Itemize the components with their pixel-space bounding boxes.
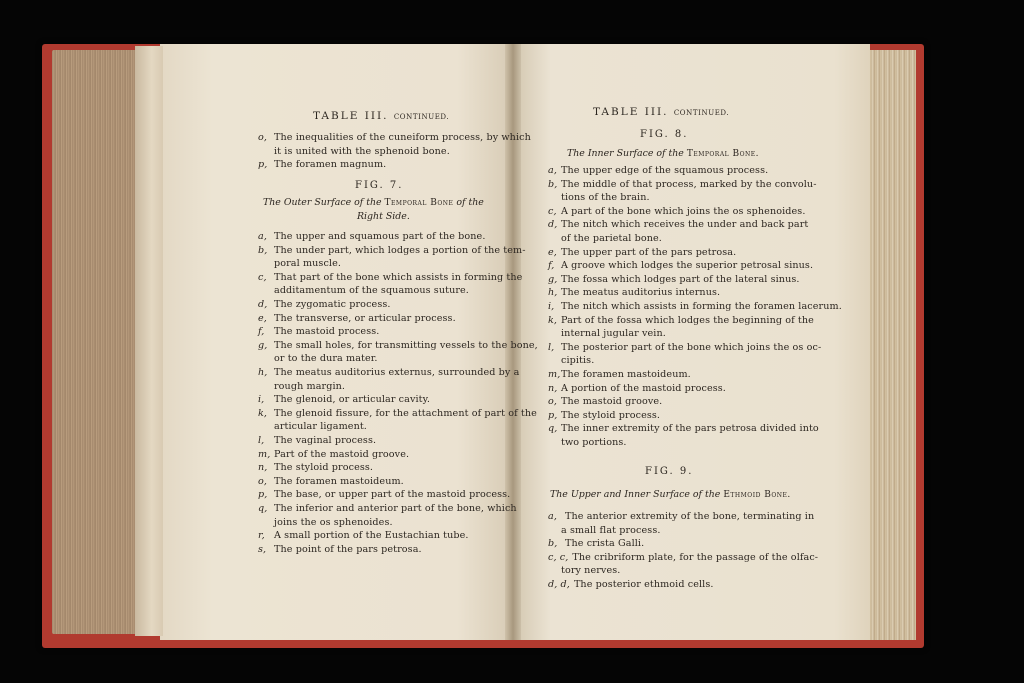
legend-item — [258, 502, 517, 515]
legend-text: The point of the pars petrosa. — [274, 543, 422, 555]
legend-text: The middle of that process, marked by the convolu- — [561, 178, 817, 190]
legend-item — [548, 246, 736, 259]
legend-item — [258, 407, 537, 420]
legend-key: b, — [548, 178, 558, 190]
legend-text: The glenoid fissure, for the attachment of part of the — [274, 407, 537, 419]
legend-item — [258, 244, 526, 257]
page-edges-left — [52, 50, 140, 634]
legend-key: e, — [548, 246, 557, 258]
legend-text-continued: it is united with the sphenoid bone. — [274, 145, 450, 157]
legend-item — [258, 475, 404, 488]
legend-item — [258, 434, 376, 447]
legend-text: The styloid process. — [274, 462, 374, 474]
legend-item — [548, 395, 662, 408]
legend-item — [548, 409, 660, 422]
legend-item — [258, 230, 485, 243]
legend-text: The upper edge of the squamous process. — [561, 165, 769, 176]
legend-item — [258, 529, 469, 542]
fig9-subtitle-bone: Ethmoid Bone. — [723, 490, 791, 500]
fig9-subtitle — [550, 489, 791, 500]
legend-key: a, — [258, 231, 267, 242]
legend-text: The nitch which receives the under and back part — [561, 219, 809, 231]
legend-key: q, — [258, 503, 268, 514]
legend-text: The anterior extremity of the bone, terminating in — [565, 511, 815, 522]
legend-text: The upper part of the pars petrosa. — [561, 246, 737, 258]
legend-key: i, — [258, 394, 265, 406]
legend-text: The upper and squamous part of the bone. — [274, 231, 486, 242]
page-edges-right — [866, 50, 916, 640]
legend-key: h, — [548, 287, 558, 299]
heading-continued: CONTINUED. — [393, 113, 450, 121]
legend-item — [258, 366, 519, 379]
legend-text: That part of the bone which assists in forming the — [274, 271, 523, 283]
fig7-subtitle-bone: Temporal Bone — [384, 198, 454, 208]
legend-item — [548, 300, 842, 313]
legend-text-continued: rough margin. — [274, 380, 346, 392]
legend-text: The posterior ethmoid cells. — [573, 579, 714, 590]
legend-text-continued: tions of the brain. — [561, 192, 650, 204]
legend-key: f, — [548, 260, 555, 272]
legend-key: o, — [258, 132, 268, 143]
legend-key: k, — [548, 314, 558, 326]
fig9-subtitle-part1: The Upper and Inner Surface of the — [550, 489, 721, 500]
legend-text: The glenoid, or articular cavity. — [274, 394, 431, 406]
legend-key: i, — [548, 301, 555, 312]
legend-text: Part of the mastoid groove. — [274, 448, 410, 460]
legend-key: d, d, — [548, 579, 570, 590]
legend-text: The transverse, or articular process. — [274, 312, 456, 324]
legend-text: The meatus auditorius internus. — [561, 287, 721, 299]
legend-item — [548, 368, 691, 381]
legend-item — [548, 314, 814, 327]
legend-item — [548, 273, 800, 286]
legend-text-continued: cipitis. — [561, 355, 595, 367]
legend-key: o, — [258, 475, 268, 487]
legend-key: c, — [258, 271, 267, 283]
legend-text: Part of the fossa which lodges the beginning of the — [561, 314, 814, 326]
legend-item — [548, 551, 818, 564]
legend-text: The mastoid process. — [274, 326, 380, 338]
legend-key: n, — [258, 462, 268, 474]
legend-text-continued: joins the os sphenoides. — [274, 516, 393, 528]
fig7-subtitle-part1: The Outer Surface of the — [263, 197, 382, 208]
legend-text: The foramen mastoideum. — [274, 475, 404, 487]
legend-text: The crista Galli. — [565, 538, 645, 550]
legend-key: s, — [258, 543, 267, 555]
legend-text: The nitch which assists in forming the foramen lacerum. — [561, 301, 842, 312]
legend-key: c, c, — [548, 551, 569, 563]
legend-key: c, — [548, 205, 557, 217]
fig8-title: FIG. 8. — [640, 129, 689, 140]
legend-text-continued: a small flat process. — [561, 524, 661, 536]
legend-key: g, — [548, 273, 558, 285]
legend-key: f, — [258, 326, 265, 338]
legend-key: a, — [548, 165, 557, 176]
legend-text: The under part, which lodges a portion of the tem- — [274, 244, 526, 256]
legend-text-continued: two portions. — [561, 437, 627, 448]
legend-text-continued: or to the dura mater. — [274, 353, 378, 365]
legend-text-continued: internal jugular vein. — [561, 328, 666, 340]
left-page-heading — [313, 110, 449, 122]
legend-key: r, — [258, 530, 265, 542]
legend-item — [258, 312, 456, 325]
legend-key: n, — [548, 382, 558, 394]
legend-item — [548, 382, 726, 395]
heading-text: TABLE III. — [593, 106, 669, 118]
legend-item — [548, 164, 768, 177]
legend-text: A part of the bone which joins the os sphenoides. — [561, 205, 806, 217]
legend-text: A small portion of the Eustachian tube. — [274, 530, 469, 542]
legend-key: m, — [258, 448, 271, 460]
legend-text-continued: tory nerves. — [561, 565, 621, 577]
legend-text: The fossa which lodges part of the lateral sinus. — [561, 273, 800, 285]
legend-item — [258, 325, 379, 338]
legend-text: The base, or upper part of the mastoid process. — [274, 489, 511, 501]
legend-key: q, — [548, 423, 558, 435]
legend-text: The zygomatic process. — [274, 299, 391, 310]
legend-item — [548, 510, 814, 523]
legend-item — [548, 286, 720, 299]
legend-text: The inequalities of the cuneiform process, by which — [274, 132, 531, 143]
legend-text: The inferior and anterior part of the bone, which — [274, 503, 517, 514]
legend-item — [548, 422, 819, 435]
legend-text-continued: poral muscle. — [274, 258, 342, 270]
fig7-title: FIG. 7. — [355, 180, 404, 191]
legend-text: The styloid process. — [561, 409, 661, 421]
heading-continued: CONTINUED. — [673, 109, 730, 117]
legend-text: The vaginal process. — [274, 435, 377, 446]
legend-text-continued: additamentum of the squamous suture. — [274, 285, 469, 297]
legend-text: A portion of the mastoid process. — [561, 382, 726, 394]
legend-text: The meatus auditorius externus, surrounded by a — [274, 367, 520, 378]
legend-key: b, — [548, 538, 558, 550]
legend-key: k, — [258, 407, 268, 419]
legend-key: p, — [258, 159, 268, 171]
legend-text: The small holes, for transmitting vessels to the bone, — [274, 339, 538, 351]
fig9-title: FIG. 9. — [645, 466, 694, 477]
legend-item — [548, 578, 714, 591]
legend-item — [548, 259, 813, 272]
legend-text: The cribriform plate, for the passage of the olfac- — [572, 551, 819, 563]
legend-key: p, — [548, 409, 558, 421]
legend-item — [258, 393, 430, 406]
page-stack-left — [135, 46, 163, 636]
legend-text: The inner extremity of the pars petrosa divided into — [561, 423, 819, 435]
heading-text: TABLE III. — [313, 110, 389, 122]
legend-text: The mastoid groove. — [561, 396, 663, 408]
legend-item — [258, 448, 409, 461]
legend-text-continued: articular ligament. — [274, 421, 367, 433]
legend-item — [548, 178, 817, 191]
legend-item — [548, 218, 808, 231]
legend-key: d, — [548, 219, 558, 231]
legend-text-continued: of the parietal bone. — [561, 233, 662, 244]
legend-item — [548, 341, 821, 354]
legend-key: h, — [258, 367, 268, 378]
legend-key: o, — [548, 396, 558, 408]
legend-item — [548, 537, 644, 550]
legend-key: b, — [258, 244, 268, 256]
legend-item — [258, 131, 531, 144]
legend-text: The foramen mastoideum. — [561, 369, 691, 380]
legend-key: m, — [548, 369, 561, 380]
legend-item — [258, 271, 522, 284]
legend-key: g, — [258, 339, 268, 351]
fig8-subtitle-part1: The Inner Surface of the — [567, 148, 684, 159]
fig8-subtitle — [567, 148, 759, 159]
fig8-subtitle-bone: Temporal Bone. — [686, 149, 760, 159]
legend-item — [258, 339, 538, 352]
right-page-heading — [593, 106, 729, 118]
legend-key: e, — [258, 312, 267, 324]
legend-item — [258, 158, 386, 171]
legend-key: d, — [258, 299, 268, 310]
legend-item — [258, 543, 422, 556]
legend-key: l, — [258, 435, 265, 446]
legend-item — [258, 298, 391, 311]
legend-item — [548, 205, 805, 218]
legend-item — [258, 488, 510, 501]
fig7-subtitle-line2: Right Side. — [357, 211, 410, 222]
fig7-subtitle — [263, 197, 484, 208]
legend-key: l, — [548, 341, 555, 353]
legend-key: a, — [548, 511, 557, 522]
legend-text: A groove which lodges the superior petrosal sinus. — [561, 260, 814, 272]
fig7-subtitle-part2: of the — [456, 197, 484, 208]
legend-item — [258, 461, 373, 474]
legend-key: p, — [258, 489, 268, 501]
legend-text: The posterior part of the bone which joins the os oc- — [561, 341, 822, 353]
legend-text: The foramen magnum. — [274, 159, 387, 171]
